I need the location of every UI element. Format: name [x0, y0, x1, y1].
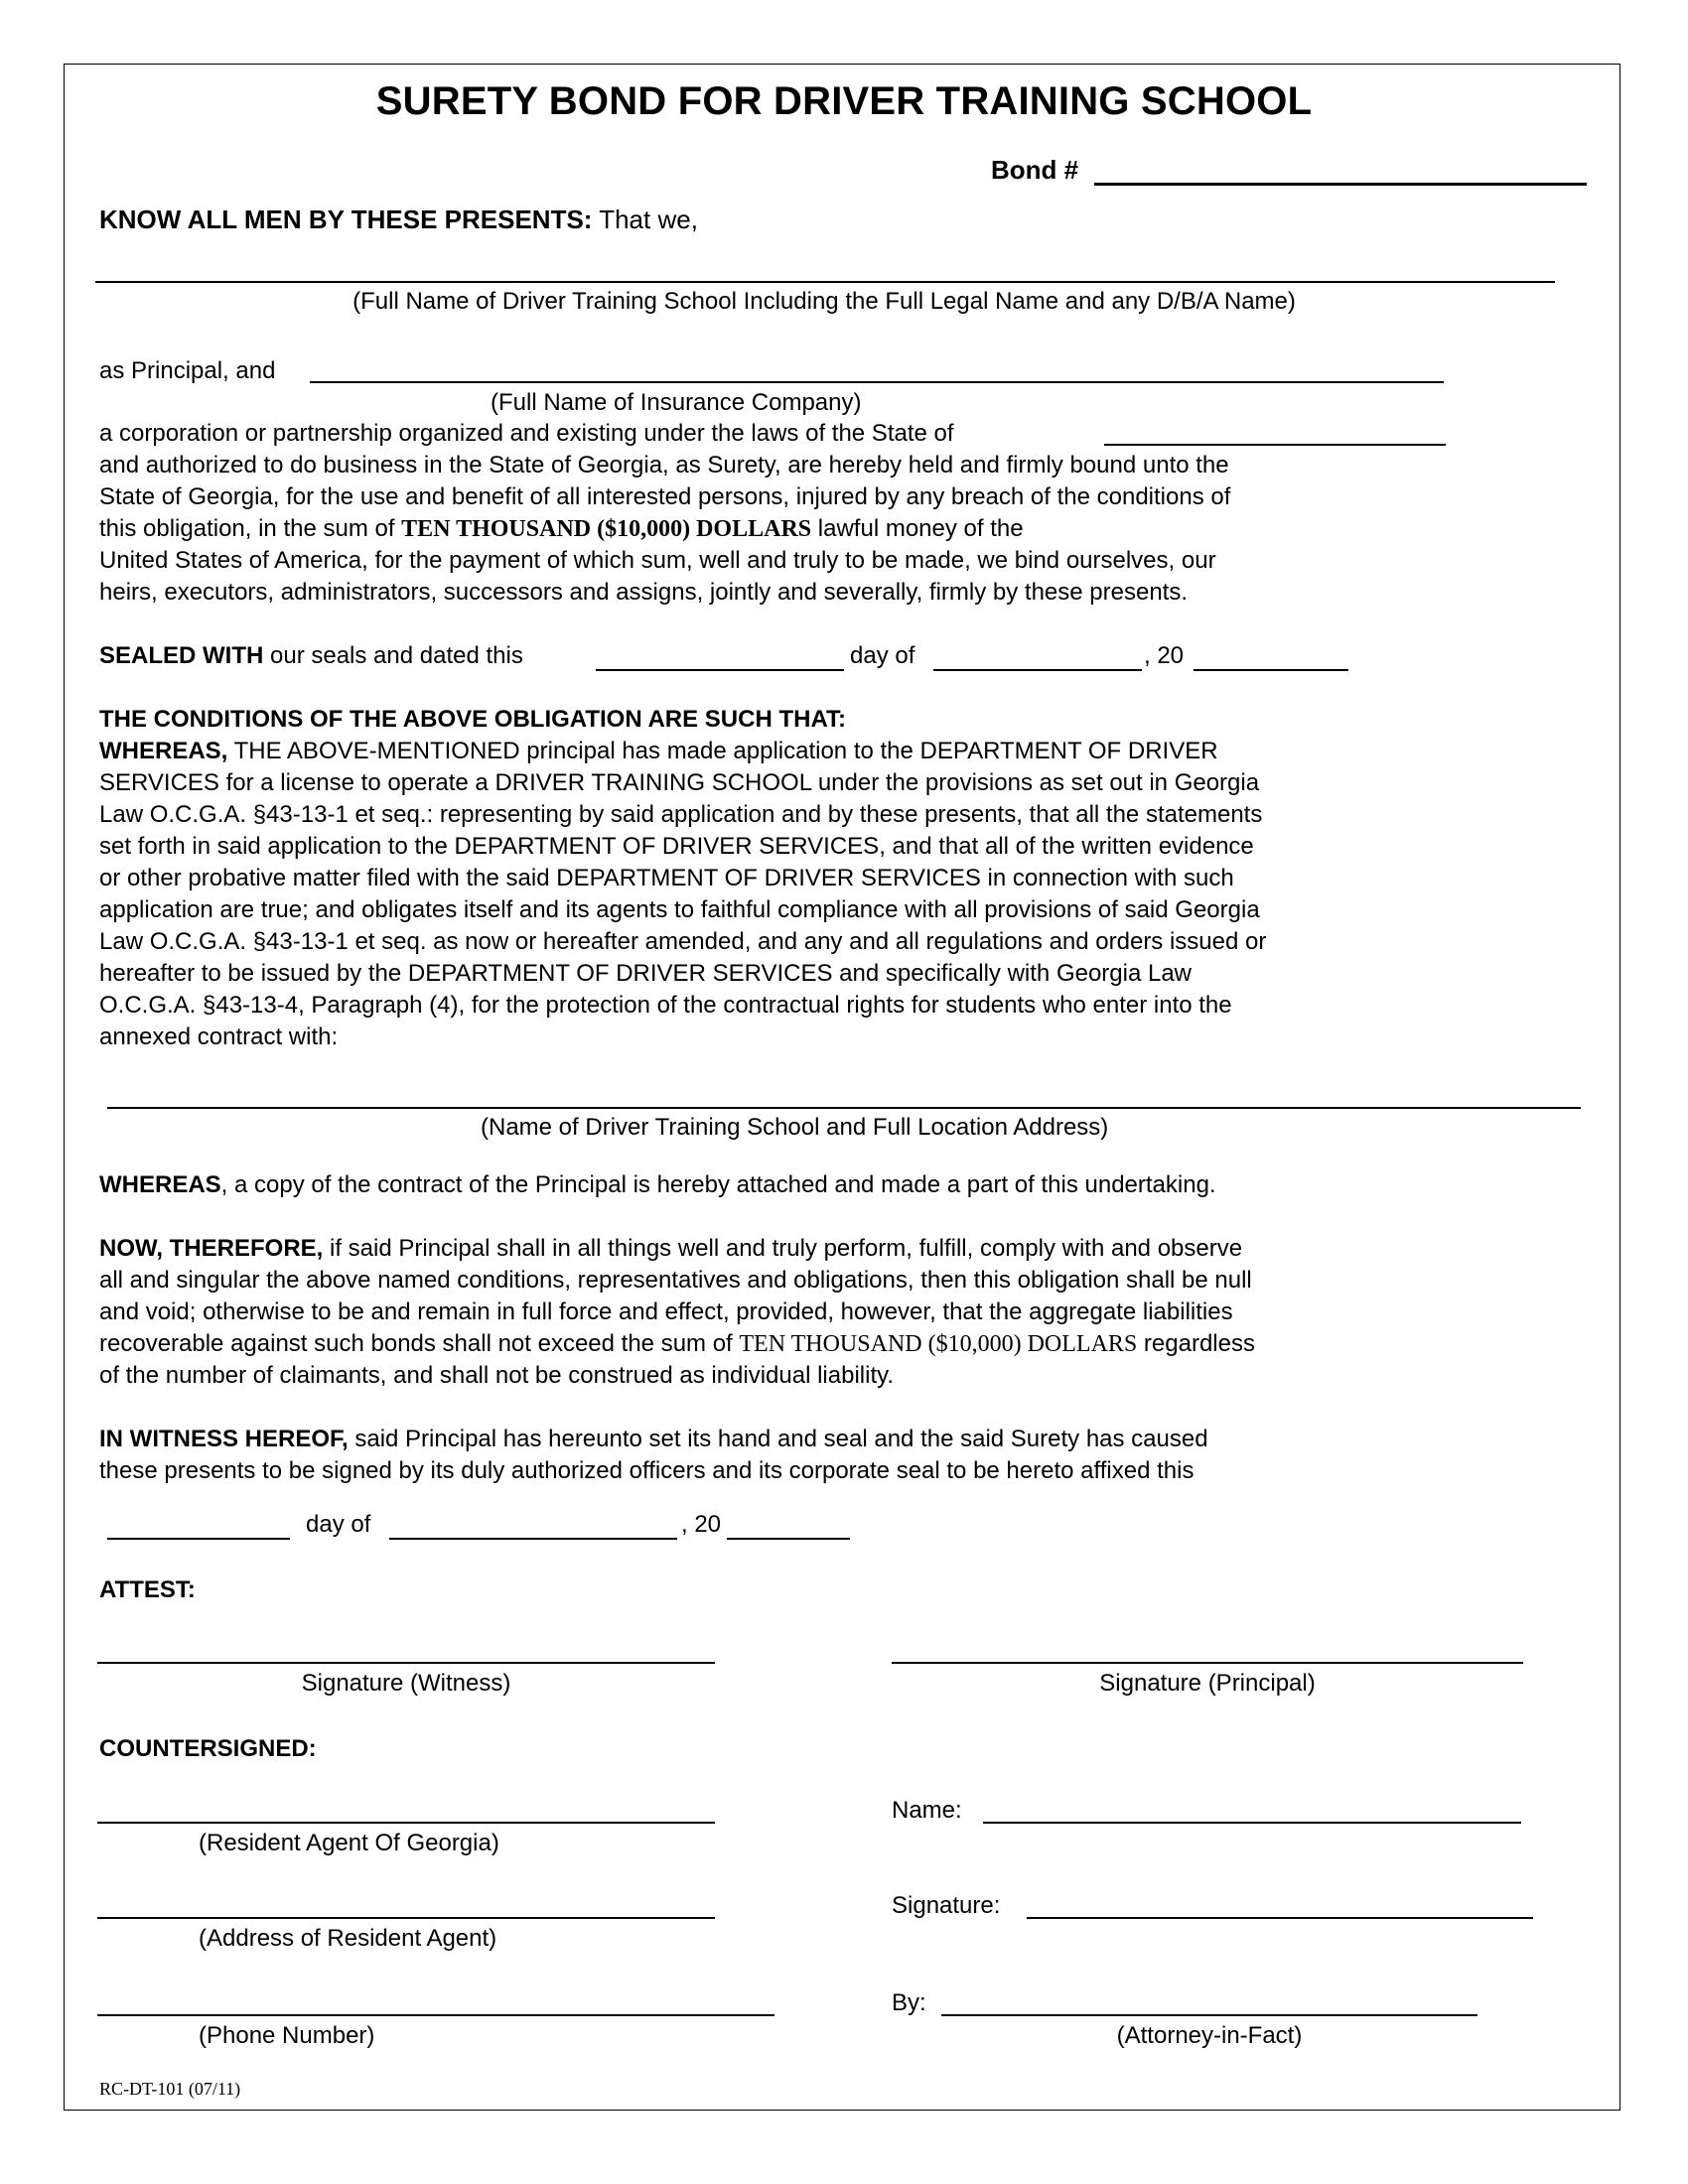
conditions-line-5: or other probative matter filed with the said DEPARTMENT OF DRIVER SERVICES in connection with such — [99, 865, 1234, 891]
witness-signature-caption: Signature (Witness) — [301, 1670, 511, 1697]
state-field[interactable] — [1104, 444, 1446, 446]
now-therefore-amount: TEN THOUSAND ($10,000) DOLLARS — [739, 1331, 1138, 1357]
corporation-line: a corporation or partnership organized and existing under the laws of the State of — [99, 420, 954, 447]
signature-label: Signature: — [892, 1892, 1001, 1919]
conditions-line-1-text: THE ABOVE-MENTIONED principal has made application to the DEPARTMENT OF DRIVER — [227, 738, 1218, 764]
conditions-line-1 — [99, 736, 1218, 767]
obligation-line-3b: lawful money of the — [811, 515, 1024, 542]
phone-number-field[interactable] — [97, 2014, 774, 2016]
attorney-in-fact-field[interactable] — [941, 2014, 1477, 2016]
sealed-day-of: day of — [850, 642, 915, 669]
whereas2-text: , a copy of the contract of the Principal is hereby attached and made a part of this undertaking. — [220, 1171, 1216, 1198]
intro-rest: That we, — [592, 205, 698, 234]
school-caption: (Name of Driver Training School and Full Location Address) — [481, 1114, 1109, 1141]
conditions-line-3: Law O.C.G.A. §43-13-1 et seq.: representing by said application and by these presents, that all the statements — [99, 801, 1263, 828]
conditions-line-2: SERVICES for a license to operate a DRIVER TRAINING SCHOOL under the provisions as set out in Georgia — [99, 769, 1260, 796]
name-label: Name: — [892, 1797, 962, 1824]
school-address-field[interactable] — [107, 1107, 1581, 1109]
as-principal-label: as Principal, and — [99, 357, 276, 384]
conditions-line-4: set forth in said application to the DEPARTMENT OF DRIVER SERVICES, and that all of the written evidence — [99, 833, 1254, 860]
resident-agent-address-caption: (Address of Resident Agent) — [199, 1925, 497, 1952]
resident-agent-address-field[interactable] — [97, 1917, 715, 1919]
conditions-heading: THE CONDITIONS OF THE ABOVE OBLIGATION ARE SUCH THAT: — [99, 706, 846, 733]
witness-year-prefix: , 20 — [681, 1511, 722, 1538]
witness-year-field[interactable] — [727, 1538, 850, 1540]
obligation-line-3 — [99, 513, 1024, 545]
form-number: RC-DT-101 (07/11) — [99, 2079, 241, 2099]
whereas-lead: WHEREAS, — [99, 738, 228, 764]
name-field[interactable] — [983, 1822, 1521, 1824]
conditions-line-6: application are true; and obligates itself and its agents to faithful compliance with all provisions of said Georgia — [99, 896, 1260, 923]
witness-line-1 — [99, 1424, 1208, 1455]
sealed-month-field[interactable] — [933, 669, 1142, 671]
intro-lead: KNOW ALL MEN BY THESE PRESENTS: — [99, 205, 593, 234]
page-border — [64, 64, 1620, 2111]
conditions-line-9: O.C.G.A. §43-13-4, Paragraph (4), for the protection of the contractual rights for students who enter into the — [99, 992, 1232, 1019]
resident-agent-field[interactable] — [97, 1822, 715, 1824]
principal-caption: (Full Name of Driver Training School Including the Full Legal Name and any D/B/A Name) — [352, 288, 1296, 315]
resident-agent-caption: (Resident Agent Of Georgia) — [199, 1830, 499, 1856]
obligation-amount: TEN THOUSAND ($10,000) DOLLARS — [401, 516, 812, 542]
principal-signature-field[interactable] — [892, 1662, 1523, 1664]
conditions-line-10: annexed contract with: — [99, 1024, 339, 1050]
sealed-line — [99, 640, 523, 672]
witness-lead: IN WITNESS HEREOF, — [99, 1426, 349, 1452]
sealed-lead: SEALED WITH — [99, 642, 264, 669]
now-therefore-line-1-text: if said Principal shall in all things well and truly perform, fulfill, comply with and observe — [323, 1235, 1243, 1262]
bond-number-field[interactable] — [1094, 183, 1587, 186]
phone-number-caption: (Phone Number) — [199, 2022, 375, 2049]
witness-signature-field[interactable] — [97, 1662, 715, 1664]
obligation-line-5: heirs, executors, administrators, successors and assigns, jointly and severally, firmly by these presents. — [99, 579, 1189, 606]
witness-day-field[interactable] — [107, 1538, 290, 1540]
sealed-text: our seals and dated this — [263, 642, 523, 669]
insurance-company-field[interactable] — [310, 381, 1444, 383]
now-therefore-line-2: all and singular the above named conditions, representatives and obligations, then this obligation shall be null — [99, 1267, 1252, 1294]
countersigned-heading: COUNTERSIGNED: — [99, 1735, 317, 1762]
sealed-year-prefix: , 20 — [1144, 642, 1185, 669]
principal-name-field[interactable] — [95, 281, 1555, 283]
obligation-line-1: and authorized to do business in the State of Georgia, as Surety, are hereby held and firmly bound unto the — [99, 452, 1229, 478]
now-therefore-line-5: of the number of claimants, and shall not be construed as individual liability. — [99, 1362, 895, 1389]
principal-signature-caption: Signature (Principal) — [1099, 1670, 1316, 1697]
insurance-caption: (Full Name of Insurance Company) — [491, 389, 862, 416]
attest-heading: ATTEST: — [99, 1576, 196, 1603]
intro-line — [99, 204, 698, 235]
conditions-line-7: Law O.C.G.A. §43-13-1 et seq. as now or hereafter amended, and any and all regulations and orders issued or — [99, 928, 1267, 955]
witness-day-of: day of — [306, 1511, 371, 1538]
now-therefore-line-3: and void; otherwise to be and remain in full force and effect, provided, however, that the aggregate liabilities — [99, 1298, 1233, 1325]
witness-month-field[interactable] — [389, 1538, 677, 1540]
obligation-line-4: United States of America, for the payment of which sum, well and truly to be made, we bind ourselves, our — [99, 547, 1216, 574]
attorney-in-fact-caption: (Attorney-in-Fact) — [1116, 2022, 1303, 2049]
now-therefore-lead: NOW, THEREFORE, — [99, 1235, 324, 1262]
sealed-year-field[interactable] — [1194, 669, 1348, 671]
document-title: SURETY BOND FOR DRIVER TRAINING SCHOOL — [375, 79, 1313, 123]
sealed-day-field[interactable] — [596, 669, 844, 671]
bond-number-label: Bond # — [991, 155, 1079, 185]
witness-line-1-text: said Principal has hereunto set its hand and seal and the said Surety has caused — [348, 1426, 1208, 1452]
now-therefore-line-1 — [99, 1233, 1242, 1265]
conditions-line-8: hereafter to be issued by the DEPARTMENT OF DRIVER SERVICES and specifically with Georgia Law — [99, 960, 1193, 987]
whereas2-lead: WHEREAS — [99, 1171, 221, 1198]
now-therefore-line-4a: recoverable against such bonds shall not exceed the sum of — [99, 1330, 740, 1357]
obligation-line-3a: this obligation, in the sum of — [99, 515, 402, 542]
witness-line-2: these presents to be signed by its duly authorized officers and its corporate seal to be hereto affixed this — [99, 1457, 1195, 1484]
obligation-line-2: State of Georgia, for the use and benefit of all interested persons, injured by any breach of the conditions of — [99, 483, 1231, 510]
by-label: By: — [892, 1989, 926, 2016]
now-therefore-line-4b: regardless — [1137, 1330, 1255, 1357]
now-therefore-line-4 — [99, 1328, 1255, 1360]
signature-field[interactable] — [1027, 1917, 1533, 1919]
whereas-copy-line — [99, 1169, 1216, 1201]
